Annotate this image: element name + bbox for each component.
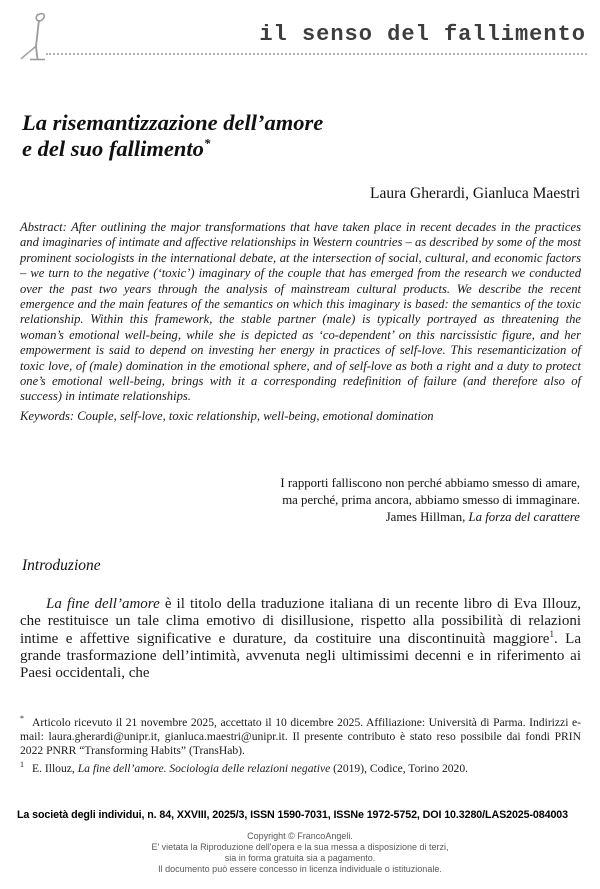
title-footnote-marker: * bbox=[203, 135, 211, 151]
paragraph-text-before-note: è il titolo della traduzione italiana di un recente libro di Eva Illouz, che restituisce un tale clima emotivo di disillusione, rispetto alla possibilità di relazioni intime e affettive significative e durature, da costituire una discontinuità maggiore bbox=[20, 596, 582, 647]
footnote-star-text: Articolo ricevuto il 21 novembre 2025, accettato il 10 dicembre 2025. Affiliazione: Università di Parma. Indirizzi e-mail: laura.gherardi@unipr.it, gianluca.maestri@unipr.it. Il presente contributo è stato reso possibile dai fondi PRIN 2022 PNRR “Transforming Habits” (TransHab). bbox=[20, 716, 581, 758]
paragraph-text-after-note: . La grande trasformazione dell’intimità, avvenuta negli ultimissimi decenni e in riferimento ai Paesi occidentali, che bbox=[20, 630, 581, 682]
header-dotted-rule bbox=[46, 53, 587, 55]
footnote-1-text-after: (2019), Codice, Torino 2020. bbox=[330, 761, 469, 775]
epigraph-attribution bbox=[140, 509, 580, 526]
copyright-line3: sia in forma gratuita sia a pagamento. bbox=[224, 853, 376, 863]
footnote-1-marker: 1 bbox=[20, 759, 24, 769]
section-heading: Introduzione bbox=[22, 557, 101, 574]
abstract-text: Abstract: After outlining the major transformations that have taken place in recent decades in the practices and imaginaries of intimate and affective relationships in Western countries – as described by some of the most prominent sociologists in the international debate, at the intersection of social, cultural, and economic factors – we turn to the negative (‘toxic’) imaginary of the couple that has emerged from the research we conducted over the past two years through the analysis of mainstream cultural products. We describe the recent emergence and the main features of the semantics on which this imaginary is based: the semantics of the toxic relationship. Within this framework, the stable partner (male) is typically portrayed as threatening the woman’s emotional well-being, while she is depicted as ‘co-dependent’ on this narcissistic figure, and her empowerment is said to depend on investing her energy in practices of self-love. This resemanticization of toxic love, of (male) domination in the emotional sphere, and of self-love as both a right and a duty to protect one’s emotional well-being, brings with it a corresponding redefinition of failure (and therefore also of success) in intimate relationships. bbox=[20, 220, 581, 404]
article-title bbox=[22, 110, 580, 162]
copyright-line1: Copyright © FrancoAngeli. bbox=[247, 831, 353, 841]
copyright-line4: Il documento può essere concesso in licenza individuale o istituzionale. bbox=[158, 864, 442, 874]
footnote-star bbox=[20, 716, 581, 759]
footnotes-block bbox=[20, 716, 581, 779]
paragraph-lead-book-title: La fine dell’amore bbox=[46, 596, 160, 612]
footnote-reference-1: 1 bbox=[549, 628, 554, 639]
article-title-line2-text: e del suo fallimento bbox=[22, 136, 204, 161]
page-header bbox=[0, 0, 600, 62]
keywords-line: Keywords: Couple, self-love, toxic relationship, well-being, emotional domination bbox=[20, 408, 434, 423]
article-title-line1: La risemantizzazione dell’amore bbox=[22, 110, 324, 135]
footnote-star-marker: * bbox=[20, 714, 24, 724]
abstract-block bbox=[20, 220, 581, 424]
epigraph-author: James Hillman, bbox=[385, 510, 469, 524]
footnote-1-text-before: E. Illouz, bbox=[32, 761, 78, 775]
intro-paragraph bbox=[20, 596, 581, 682]
copyright-line2: E' vietata la Riproduzione dell'opera e la sua messa a disposizione di terzi, bbox=[151, 842, 449, 852]
epigraph-line1: I rapporti falliscono non perché abbiamo smesso di amare, bbox=[280, 476, 580, 490]
series-title: il senso del fallimento bbox=[259, 22, 586, 47]
journal-citation-line: La società degli individui, n. 84, XXVIII, 2025/3, ISSN 1590-7031, ISSNe 1972-5752, DOI 10.3280/LAS2025-084003 bbox=[17, 809, 568, 821]
footnote-1 bbox=[20, 759, 581, 776]
article-title-line2 bbox=[22, 136, 580, 162]
epigraph bbox=[140, 475, 580, 526]
copyright-block bbox=[0, 831, 600, 875]
epigraph-work-title: La forza del carattere bbox=[468, 510, 580, 524]
epigraph-line2: ma perché, prima ancora, abbiamo smesso di immaginare. bbox=[282, 493, 580, 507]
authors-line: Laura Gherardi, Gianluca Maestri bbox=[369, 185, 580, 202]
footnote-1-book-title: La fine dell’amore. Sociologia delle relazioni negative bbox=[77, 761, 331, 775]
